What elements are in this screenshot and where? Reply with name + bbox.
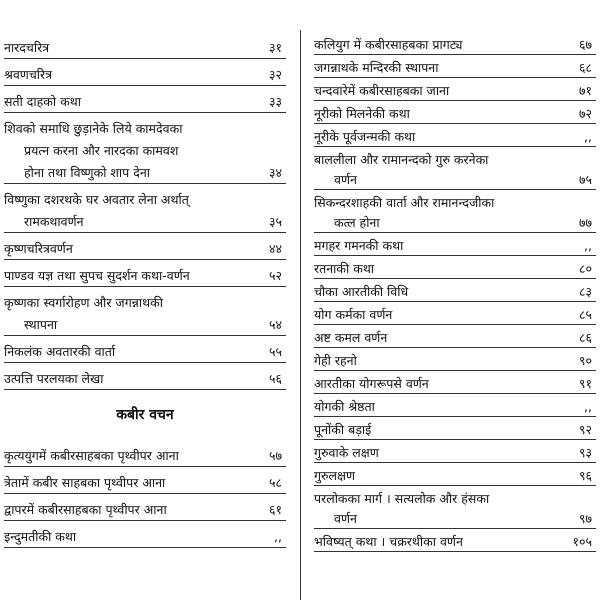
toc-page-number: ९३ [578,445,592,460]
toc-entry [314,348,596,371]
toc-entry-title: बाललीला और रामानन्दको गुरु करनेका [314,152,489,167]
toc-entry [314,32,596,55]
toc-entry [4,494,286,521]
toc-page-number: ९७ [578,511,592,526]
toc-page-number: ३१ [268,40,282,55]
toc-entry [314,371,596,394]
toc-entry [314,233,596,256]
toc-entry [4,363,286,390]
toc-entry-title: चन्दवारेमें कबीरसाहबका जाना [314,83,450,98]
toc-entry-title: स्थापना [24,317,58,332]
toc-entry-title: कृष्णका स्वर्गारोहण और जगन्नाथकी [4,295,163,310]
toc-entry-title: रामकथावर्णन [24,214,84,229]
toc-entry-title: विष्णुका दशरथके घर अवतार लेना अर्थात् [4,192,189,207]
toc-entry [314,256,596,279]
toc-page-number: ३४ [268,165,282,180]
toc-page-number: ९६ [578,468,592,483]
toc-entry-title: योगकी श्रेष्ठता [314,399,375,414]
toc-page-number: ६७ [578,37,592,52]
toc-entry [4,233,286,260]
toc-entry-title: नूरीको मिलनेकी कथा [314,106,410,121]
toc-page-number: ३२ [268,67,282,82]
toc-entry [4,184,286,233]
right-column [314,32,596,552]
toc-page-number: ९० [578,353,592,368]
toc-page-number: ८५ [578,307,592,322]
toc-entry [314,417,596,440]
toc-entry [314,394,596,417]
toc-entry-title: प्रयत्न करना और नारदका कामवश [24,143,179,158]
toc-page-number: ,, [584,129,592,144]
toc-page-number: १०५ [572,534,592,549]
toc-entry-title: कलियुग में कबीरसाहबका प्रागट्य [314,37,463,52]
toc-entry [314,486,596,529]
toc-entry-title: द्वापरमें कबीरसाहबका पृथ्वीपर आना [4,502,167,517]
toc-entry [4,86,286,113]
toc-page-number: ७१ [578,83,592,98]
toc-entry-title: शिवको समाधि छुड़ानेके लिये कामदेवका [4,121,183,136]
toc-entry [4,113,286,184]
toc-page-number: ८० [578,261,592,276]
toc-entry [314,55,596,78]
toc-page-number: ५६ [268,371,282,386]
toc-entry [314,190,596,233]
toc-entry-title: त्रेतामें कबीर साहबका पृथ्वीपर आना [4,475,166,490]
toc-entry-title: उत्पत्ति परलयका लेखा [4,371,104,386]
toc-entry-title: निकलंक अवतारकी वार्ता [4,344,116,359]
toc-page-number: ४४ [268,241,282,256]
toc-entry-title: गेही रहनो [314,353,357,368]
toc-entry [4,260,286,287]
toc-page-number: ८३ [578,284,592,299]
toc-entry [314,124,596,147]
toc-entry-title: अष्ट कमल वर्णन [314,330,388,345]
toc-entry-title: सती दाहको कथा [4,94,81,109]
toc-entry [4,467,286,494]
toc-entry [4,32,286,59]
toc-page-number: ७५ [578,172,592,187]
toc-entry-title: पूनोंकी बड़ाई [314,422,372,437]
toc-page-number: ३५ [268,214,282,229]
toc-entry-title: परलोकका मार्ग । सत्यलोक और हंसका [314,491,490,506]
toc-entry-title: कृष्णचरित्रवर्णन [4,241,73,256]
toc-page-number: ९२ [578,422,592,437]
toc-entry [314,529,596,552]
toc-page-number: ५८ [268,475,282,490]
toc-entry-title: नूरीके पूर्वजन्मकी कथा [314,129,416,144]
toc-page-number: ,, [584,238,592,253]
toc-entry-title: गुरुवाके लक्षण [314,445,379,460]
toc-entry [314,440,596,463]
toc-entry-title: मगहर गमनकी कथा [314,238,404,253]
toc-entry [314,325,596,348]
toc-page-number: ,, [584,399,592,414]
toc-page-number: ५४ [268,317,282,332]
toc-entry-title: कत्ल होना [334,215,380,230]
toc-entry-title: आरतीका योगरूपसे वर्णन [314,376,429,391]
toc-page-number: ६१ [268,502,282,517]
toc-entry-title: श्रवणचरित्र [4,67,53,82]
toc-entry [314,101,596,124]
toc-page-number: ,, [274,529,282,544]
toc-page-number: ७२ [578,106,592,121]
toc-entry-title: इन्दुमतीकी कथा [4,529,77,544]
toc-entry [314,279,596,302]
toc-entry [314,302,596,325]
toc-page-number: ३३ [268,94,282,109]
toc-entry [4,287,286,336]
toc-entry-title: वर्णन [334,511,357,526]
toc-entry-title: रतनाकी कथा [314,261,375,276]
toc-entry [314,147,596,190]
toc-entry [4,59,286,86]
toc-entry-title: भविष्यत् कथा । चक्ररथीका वर्णन [314,534,463,549]
column-divider [300,30,301,600]
toc-entry-title: होना तथा विष्णुको शाप देना [24,165,151,180]
left-column [4,32,286,548]
toc-entry-title: नारदचरित्र [4,40,50,55]
toc-page-number: ७७ [578,215,592,230]
toc-entry-title: चौका आरतीकी विधि [314,284,409,299]
section-heading: कबीर वचन [116,407,174,423]
toc-page-number: ५७ [268,448,282,463]
toc-page-number: ६८ [578,60,592,75]
toc-page-number: ५२ [268,268,282,283]
toc-entry-title: जगन्नाथके मन्दिरकी स्थापना [314,60,439,75]
toc-entry-title: गुरुलक्षण [314,468,355,483]
toc-entry-title: वर्णन [334,172,357,187]
toc-entry [314,463,596,486]
toc-entry-title: पाण्डव यज्ञ तथा सुपच सुदर्शन कथा-वर्णन [4,268,190,283]
toc-page-number: ८६ [578,330,592,345]
toc-entry-title: योग कर्मका वर्णन [314,307,393,322]
toc-entry [314,78,596,101]
toc-entry [4,440,286,467]
toc-page-number: ९१ [578,376,592,391]
toc-entry-title: सिकन्दरशाहकी वार्ता और रामानन्दजीका [314,195,495,210]
toc-entry [4,336,286,363]
toc-page-number: ५५ [268,344,282,359]
toc-entry [4,521,286,548]
toc-entry-title: कृत्ययुगमें कबीरसाहबका पृथ्वीपर आना [4,448,179,463]
